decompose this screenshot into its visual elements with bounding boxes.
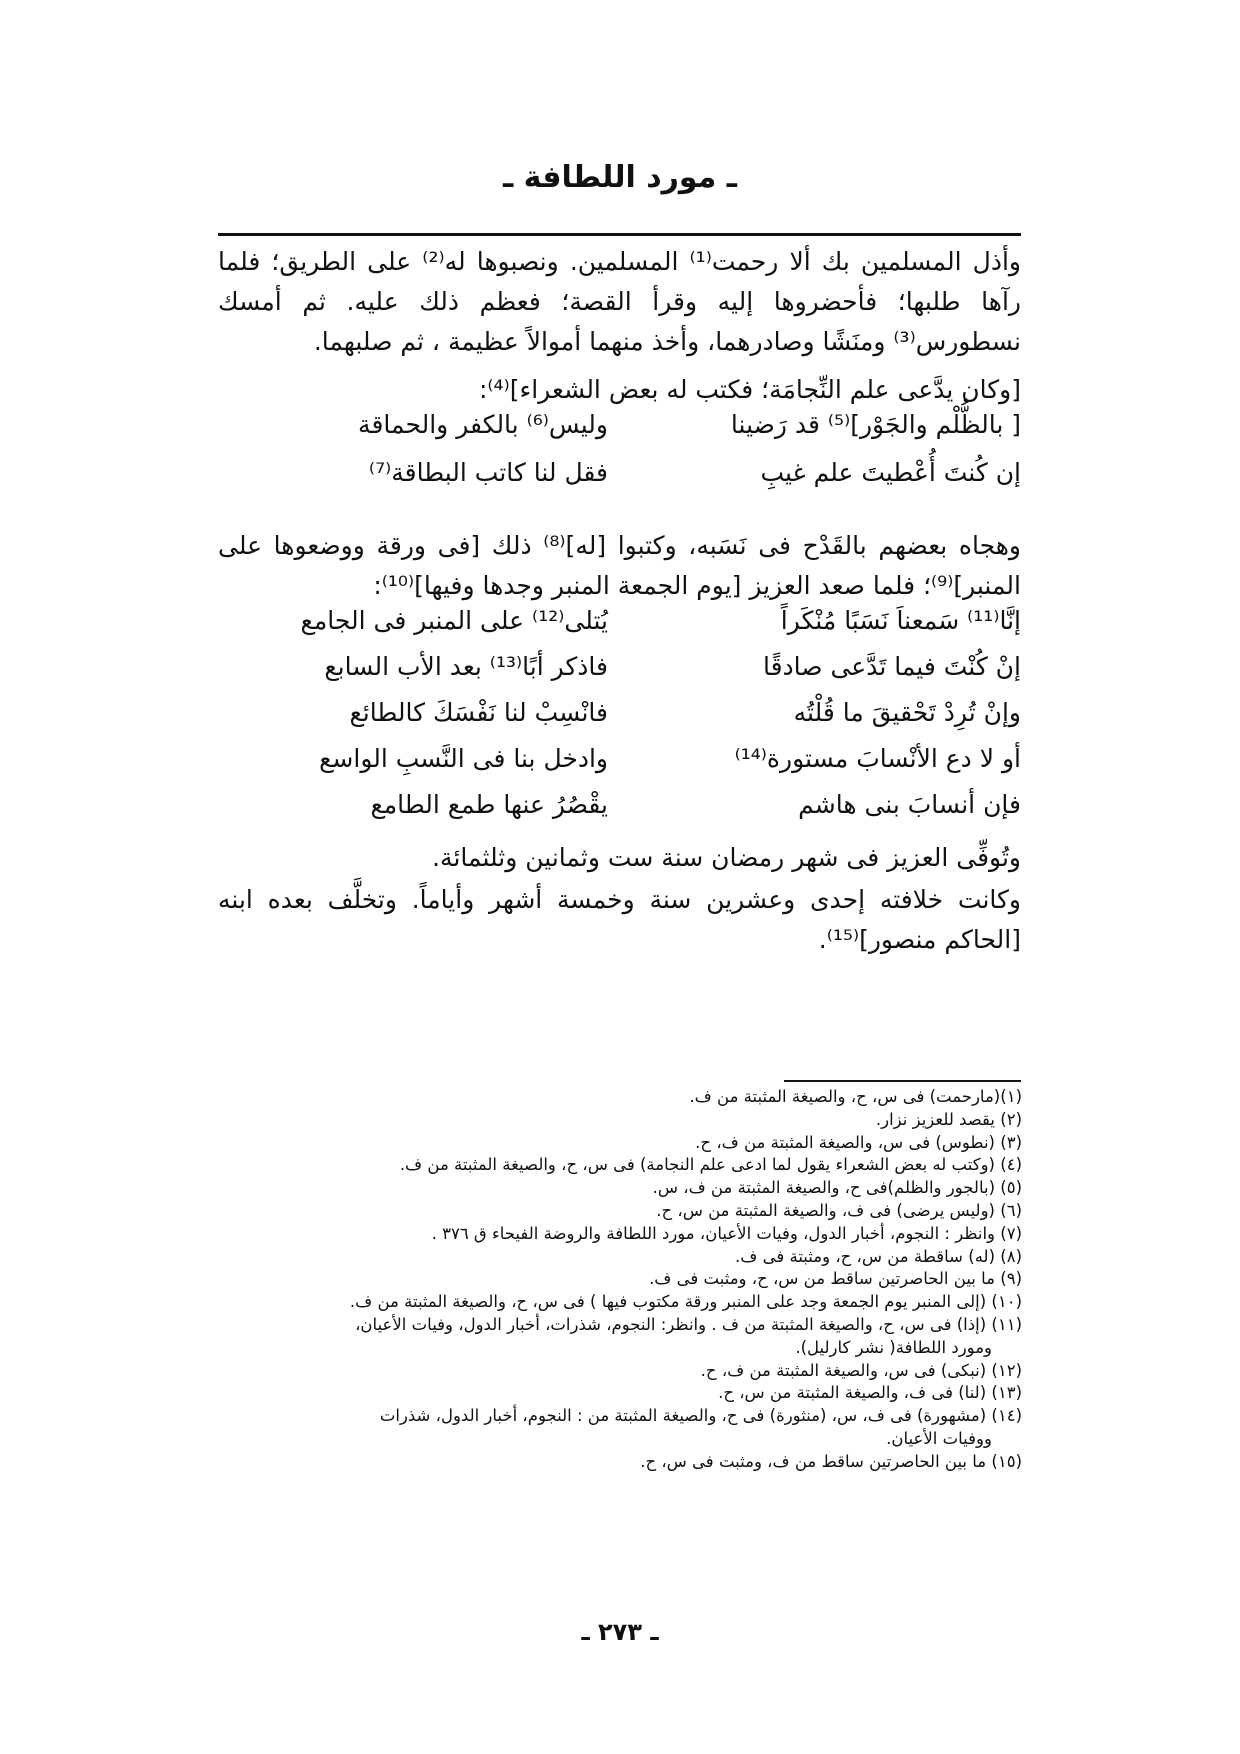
paragraph-2: [وكان يدَّعى علم النِّجامَة؛ فكتب له بعض الشعراء]⁽⁴⁾:	[478, 375, 1021, 404]
footnote: (١٠) (إلى المنبر يوم الجمعة وجد على المنبر ورقة مكتوب فيها ) فى س، ح، والصيغة المثبتة من ف.	[349, 1292, 1022, 1312]
verse-hemistich-second: وليس⁽⁶⁾ بالكفر والحماقة	[358, 410, 608, 439]
footnote: (٩) ما بين الحاصرتين ساقط من س، ح، ومثبت فى ف.	[649, 1269, 1022, 1289]
footnote: (١٥) ما بين الحاصرتين ساقط من ف، ومثبت فى س، ح.	[640, 1451, 1022, 1471]
verse-line	[218, 410, 1021, 454]
verse-hemistich-first: فإن أنسابَ بنى هاشم	[798, 790, 1021, 819]
footnote: (٦) (وليس يرضى) فى ف، والصيغة المثبتة من س، ح.	[656, 1200, 1022, 1220]
footnotes	[210, 1086, 1022, 1474]
footnote: (١٢) (نبكى) فى س، والصيغة المثبتة من ف، ح.	[700, 1360, 1022, 1380]
running-header: ـ مورد اللطافة ـ	[502, 160, 737, 195]
paragraph-5: وكانت خلافته إحدى وعشرين سنة وخمسة أشهر وأياماً. وتخلَّف بعده ابنه [الحاكم منصور]⁽¹⁵⁾.	[218, 885, 1021, 954]
verse-line	[218, 606, 1021, 650]
footnote: (٨) (له) ساقطة من س، ح، ومثبتة فى ف.	[735, 1246, 1022, 1266]
verse-hemistich-second: وادخل بنا فى النَّسبِ الواسع	[319, 744, 608, 773]
verse-hemistich-second: فانْسِبْ لنا نَفْسَكَ كالطائع	[349, 698, 608, 727]
footnote: (١٤) (مشهورة) فى ف، س، (منثورة) فى ح، والصيغة المثبتة من : النجوم، أخبار الدول، شذرات	[379, 1406, 1022, 1426]
verse-hemistich-first: [ بالظُّلْم والجَوْر]⁽⁵⁾ قد رَضينا	[730, 410, 1021, 439]
verse-hemistich-first: أو لا دع الأنْسابَ مستورة⁽¹⁴⁾	[734, 744, 1021, 773]
paragraph-3: وهجاه بعضهم بالقَدْح فى نَسَبه، وكتبوا [له]⁽⁸⁾ ذلك [فى ورقة ووضعوها على المنبر]⁽⁹⁾؛ فلما صعد العزيز [يوم الجمعة المنبر وجدها وفيها]⁽¹⁰⁾:	[218, 531, 1021, 600]
verse-line	[218, 790, 1021, 834]
verse-line	[218, 744, 1021, 788]
verse-hemistich-first: إنَّا⁽¹¹⁾ سَمعناَ نَسَبًا مُنْكَراً	[780, 606, 1021, 635]
verse-line	[218, 458, 1021, 502]
footnote: (٤) (وكتب له بعض الشعراء يقول لما ادعى علم النجامة) فى س، ح، والصيغة المثبتة من ف.	[399, 1155, 1022, 1175]
paragraph-4: وتُوفِّى العزيز فى شهر رمضان سنة ست وثمانين وثلثمائة.	[432, 843, 1021, 872]
verse-hemistich-second: يُتلى⁽¹²⁾ على المنبر فى الجامع	[300, 606, 608, 635]
verse-line	[218, 652, 1021, 696]
footnote: (١٣) (لنا) فى ف، والصيغة المثبتة من س، ح.	[718, 1383, 1022, 1403]
footnote-rule	[784, 1080, 1021, 1082]
footnote-continuation: ومورد اللطافة( نشر كارليل).	[795, 1337, 992, 1357]
footnote: (١)(مارحمت) فى س، ح، والصيغة المثبتة من ف.	[689, 1087, 1022, 1106]
page-number: ـ ٢٧٣ ـ	[581, 1618, 659, 1646]
footnote-continuation: ووفيات الأعيان.	[886, 1428, 992, 1448]
paragraph-1: وأذل المسلمين بك ألا رحمت⁽¹⁾ المسلمين. ونصبوها له⁽²⁾ على الطريق؛ فلما رآها طلبها؛ فأحضروها إليه وقرأ القصة؛ فعظم ذلك عليه. ثم أمسك نسطورس⁽³⁾ ومنَشًا وصادرهما، وأخذ منهما أموالاً عظيمة ، ثم صلبهما.	[218, 247, 1021, 356]
footnote: (١١) (إذا) فى س، ح، والصيغة المثبتة من ف . وانظر: النجوم، شذرات، أخبار الدول، وفيات الأعيان،	[355, 1314, 1022, 1334]
footnote: (٥) (بالجور والظلم)فى ح، والصيغة المثبتة من ف، س.	[652, 1178, 1022, 1198]
verse-hemistich-first: إن كُنتَ أُعْطيتَ علم غيبِ	[760, 458, 1021, 487]
footnote: (٢) يقصد للعزيز نزار.	[875, 1109, 1022, 1129]
verse-hemistich-second: فقل لنا كاتب البطاقة⁽⁷⁾	[368, 458, 608, 487]
verse-line	[218, 698, 1021, 742]
footnote: (٧) وانظر : النجوم، أخبار الدول، وفيات الأعيان، مورد اللطافة والروضة الفيحاء ق ٣٧٦ .	[431, 1223, 1022, 1243]
verse-hemistich-second: يقْصُرُ عنها طمع الطامع	[370, 790, 608, 819]
verse-hemistich-first: إنْ كُنْتَ فيما تَدَّعى صادقًا	[762, 652, 1021, 681]
header-rule	[218, 233, 1021, 236]
verse-hemistich-second: فاذكر أبًا⁽¹³⁾ بعد الأب السابع	[324, 652, 608, 681]
verse-hemistich-first: وإنْ تُرِدْ تَحْقيقَ ما قُلْتُه	[793, 698, 1021, 727]
footnote: (٣) (نطوس) فى س، والصيغة المثبتة من ف، ح.	[695, 1132, 1022, 1152]
